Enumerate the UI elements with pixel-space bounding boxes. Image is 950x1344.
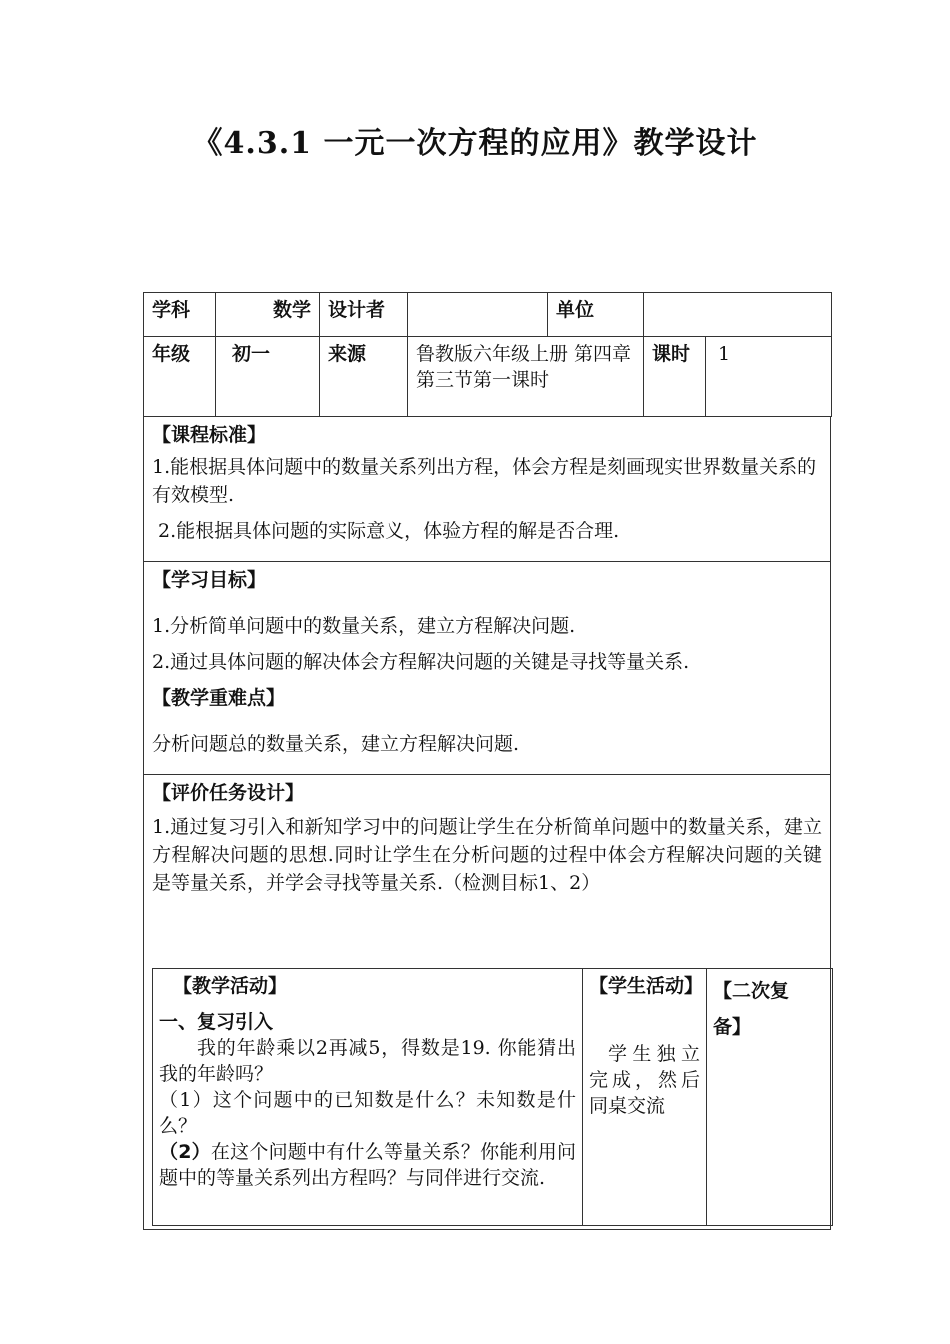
subject-label: 学科 — [144, 293, 216, 337]
evaluation-text: 1.通过复习引入和新知学习中的问题让学生在分析简单问题中的数量关系，建立方程解决问题的思想.同时让学生在分析问题的过程中体会方程解决问题的关键是等量关系，并学会寻找等量关系.（检测目标1、2） — [152, 816, 822, 894]
source-value: 鲁教版六年级上册 第四章 第三节第一课时 — [408, 337, 644, 417]
second-heading: 【二次复备】 — [713, 980, 790, 1038]
curriculum-item: 1.能根据具体问题中的数量关系列出方程，体会方程是刻画现实世界数量关系的有效模型. — [152, 456, 817, 506]
keypoints-heading: 【教学重难点】 — [152, 687, 286, 709]
grade-value: 初一 — [216, 337, 320, 417]
subject-value: 数学 — [216, 293, 320, 337]
period-label: 课时 — [644, 337, 706, 417]
goals-section — [143, 562, 831, 775]
teaching-activity-cell — [153, 969, 583, 1226]
designer-value — [408, 293, 548, 337]
unit-label: 单位 — [548, 293, 644, 337]
question-2-number: （2） — [159, 1141, 211, 1163]
goals-heading: 【学习目标】 — [152, 569, 267, 591]
student-activity-cell — [583, 969, 707, 1226]
document-title: 《4.3.1 一元一次方程的应用》教学设计 — [192, 126, 758, 161]
source-label: 来源 — [320, 337, 408, 417]
goal-item: 1.分析简单问题中的数量关系，建立方程解决问题. — [152, 615, 576, 637]
evaluation-heading: 【评价任务设计】 — [152, 782, 305, 804]
activity-section-title: 一、复习引入 — [159, 1011, 274, 1033]
evaluation-section — [143, 775, 831, 968]
second-prep-cell — [707, 969, 833, 1226]
designer-label: 设计者 — [320, 293, 408, 337]
grade-label: 年级 — [144, 337, 216, 417]
curriculum-section — [143, 417, 831, 562]
curriculum-item: 2.能根据具体问题的实际意义，体验方程的解是否合理. — [158, 520, 620, 542]
keypoints-text: 分析问题总的数量关系，建立方程解决问题. — [152, 733, 520, 755]
info-table — [143, 292, 832, 417]
goal-item: 2.通过具体问题的解决体会方程解决问题的关键是寻找等量关系. — [152, 651, 690, 673]
activity-question-2 — [159, 1139, 576, 1191]
activity-heading: 【教学活动】 — [173, 975, 288, 997]
activity-table — [152, 968, 833, 1226]
lesson-plan — [143, 292, 831, 1230]
student-text: 学生独立完成，然后同桌交流 — [589, 1043, 700, 1117]
activity-wrapper — [143, 968, 831, 1230]
unit-value — [644, 293, 832, 337]
period-value: 1 — [706, 337, 832, 417]
student-heading: 【学生活动】 — [589, 975, 704, 997]
curriculum-heading: 【课程标准】 — [152, 424, 267, 446]
activity-problem: 我的年龄乘以2再减5，得数是19. 你能猜出我的年龄吗？ — [159, 1037, 576, 1085]
activity-question-1: （1）这个问题中的已知数是什么？未知数是什么？ — [159, 1089, 576, 1137]
question-2-text: 在这个问题中有什么等量关系？你能利用问题中的等量关系列出方程吗？与同伴进行交流. — [159, 1141, 576, 1189]
